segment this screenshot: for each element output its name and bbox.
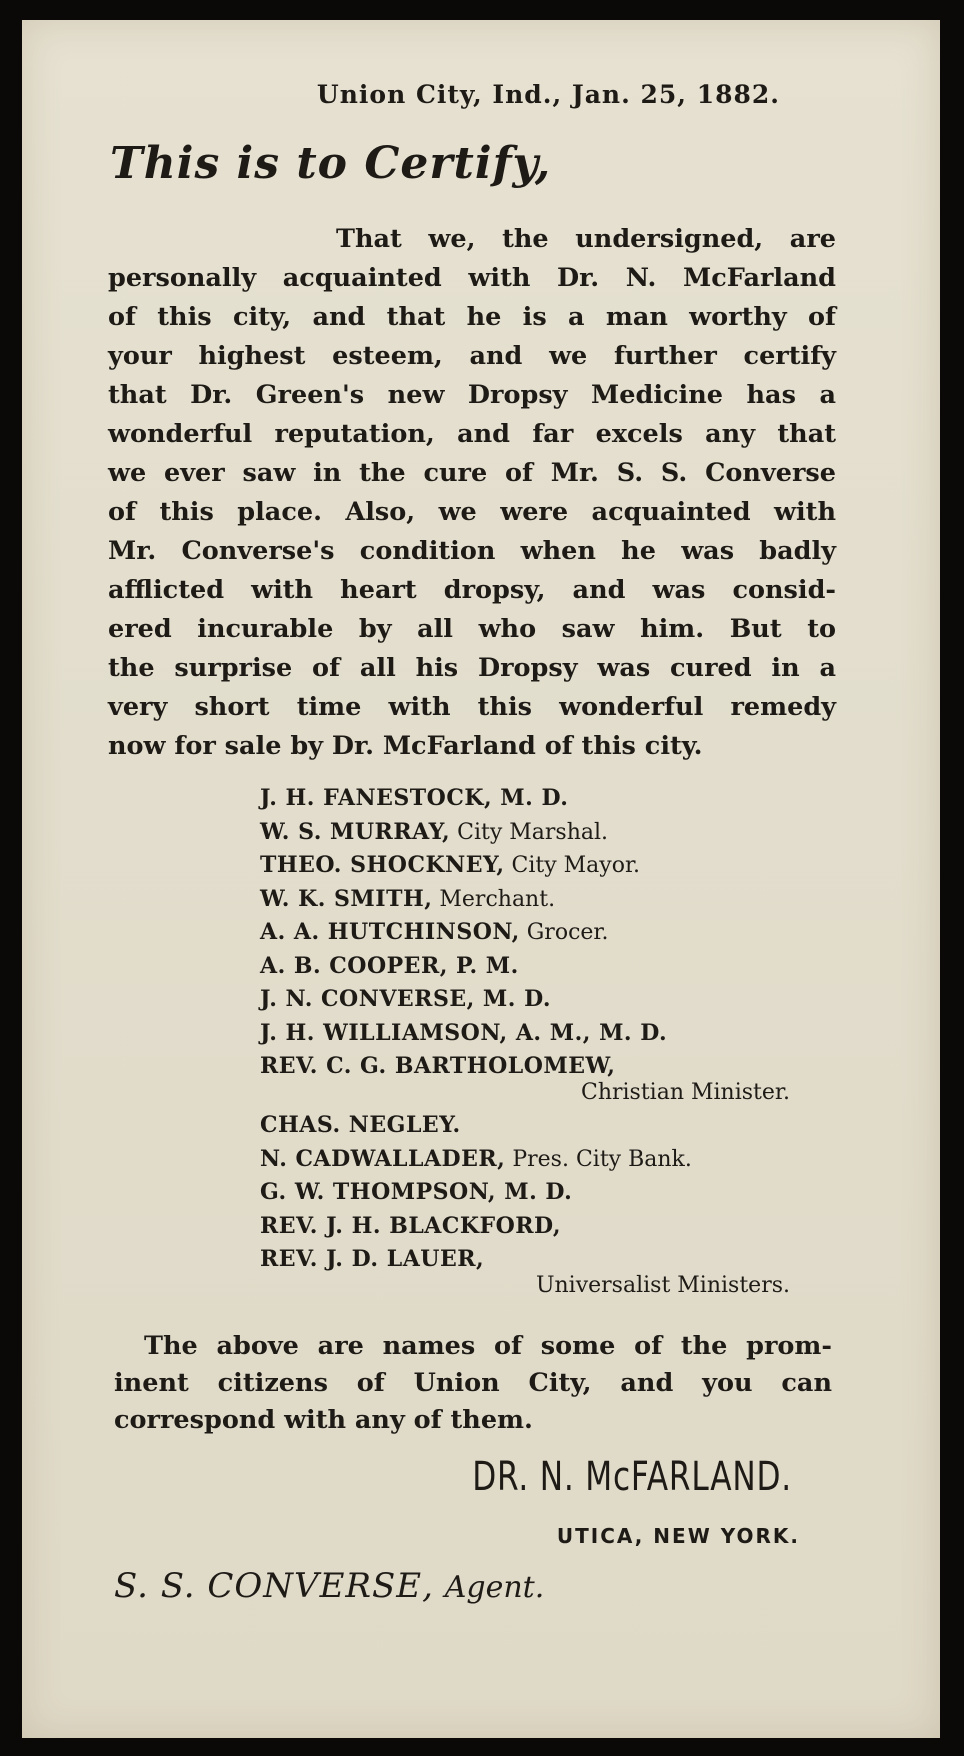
signatory-row xyxy=(260,916,800,950)
body-line: of this city, and that he is a man worthy of xyxy=(108,302,836,332)
body-line: afflicted with heart dropsy, and was consid- xyxy=(108,575,836,605)
signatory-title: City Marshal. xyxy=(457,819,609,845)
signatory-row xyxy=(260,1017,800,1051)
signatory-title: City Mayor. xyxy=(511,853,641,878)
signatory-affiliation: Christian Minister. xyxy=(580,1079,790,1105)
signatory-row xyxy=(260,1143,800,1177)
closing-paragraph xyxy=(114,1328,832,1439)
signatories-list xyxy=(260,782,800,1302)
signatory-row xyxy=(260,816,800,850)
body-line: very short time with this wonderful remedy xyxy=(108,692,836,722)
signatory-name: CHAS. NEGLEY. xyxy=(260,1112,461,1138)
signatory-name: REV. J. H. BLACKFORD, xyxy=(260,1212,562,1239)
signatory-row xyxy=(260,983,800,1017)
body-line: now for sale by Dr. McFarland of this city. xyxy=(108,731,703,761)
signatory-name: REV. J. D. LAUER, xyxy=(260,1246,485,1272)
signatory-name: W. K. SMITH, xyxy=(260,885,433,912)
signatory-row xyxy=(260,1210,800,1244)
body-line: That we, the undersigned, are xyxy=(336,224,836,254)
signatory-row xyxy=(260,1109,800,1143)
signatory-name: A. B. COOPER, P. M. xyxy=(260,952,519,979)
signatory-row xyxy=(260,950,800,984)
signatory-name: REV. C. G. BARTHOLOMEW, xyxy=(260,1053,616,1079)
body-line: we ever saw in the cure of Mr. S. S. Converse xyxy=(108,458,836,488)
agent-title: Agent. xyxy=(444,1570,545,1605)
body-line: wonderful reputation, and far excels any that xyxy=(108,419,836,449)
signatory-name: J. N. CONVERSE, M. D. xyxy=(260,986,552,1012)
body-line: Mr. Converse's condition when he was badly xyxy=(108,536,836,566)
closing-line: The above are names of some of the prom- xyxy=(144,1331,832,1361)
signatory-title: Grocer. xyxy=(526,920,609,945)
body-line: ered incurable by all who saw him. But to xyxy=(108,614,836,644)
certification-body xyxy=(108,220,836,766)
signatory-name: THEO. SHOCKNEY, xyxy=(260,852,505,878)
signatory-row xyxy=(260,883,800,917)
agent-name: S. S. CONVERSE, xyxy=(114,1566,434,1606)
closing-line: inent citizens of Union City, and you can xyxy=(114,1368,832,1398)
signatory-name: W. S. MURRAY, xyxy=(260,818,451,845)
body-line: your highest esteem, and we further certify xyxy=(108,341,836,371)
body-line: of this place. Also, we were acquainted with xyxy=(108,497,836,527)
signatory-title: Pres. City Bank. xyxy=(512,1146,692,1172)
signatory-name: A. A. HUTCHINSON, xyxy=(260,919,520,945)
issuer-location: UTICA, NEW YORK. xyxy=(556,1524,800,1548)
agent-stamp xyxy=(114,1566,544,1606)
signatory-name: J. H. WILLIAMSON, A. M., M. D. xyxy=(260,1019,668,1046)
body-line: that Dr. Green's new Dropsy Medicine has a xyxy=(108,380,836,410)
document-page xyxy=(22,20,940,1738)
signatory-title: Merchant. xyxy=(439,886,556,912)
heading: This is to Certify, xyxy=(110,138,552,189)
signatory-name: J. H. FANESTOCK, M. D. xyxy=(260,785,569,811)
signatory-row xyxy=(260,1176,800,1210)
body-line: the surprise of all his Dropsy was cured in a xyxy=(108,653,836,683)
signatory-affiliation: Universalist Ministers. xyxy=(535,1272,790,1298)
signatory-row xyxy=(260,782,800,816)
signatory-name: N. CADWALLADER, xyxy=(260,1145,506,1172)
body-line: personally acquainted with Dr. N. McFarland xyxy=(108,263,836,293)
signatory-row xyxy=(260,849,800,883)
signatory-name: G. W. THOMPSON, M. D. xyxy=(260,1179,573,1205)
dateline: Union City, Ind., Jan. 25, 1882. xyxy=(316,80,780,109)
closing-line: correspond with any of them. xyxy=(114,1405,533,1435)
issuer-name: DR. N. McFARLAND. xyxy=(472,1454,792,1500)
